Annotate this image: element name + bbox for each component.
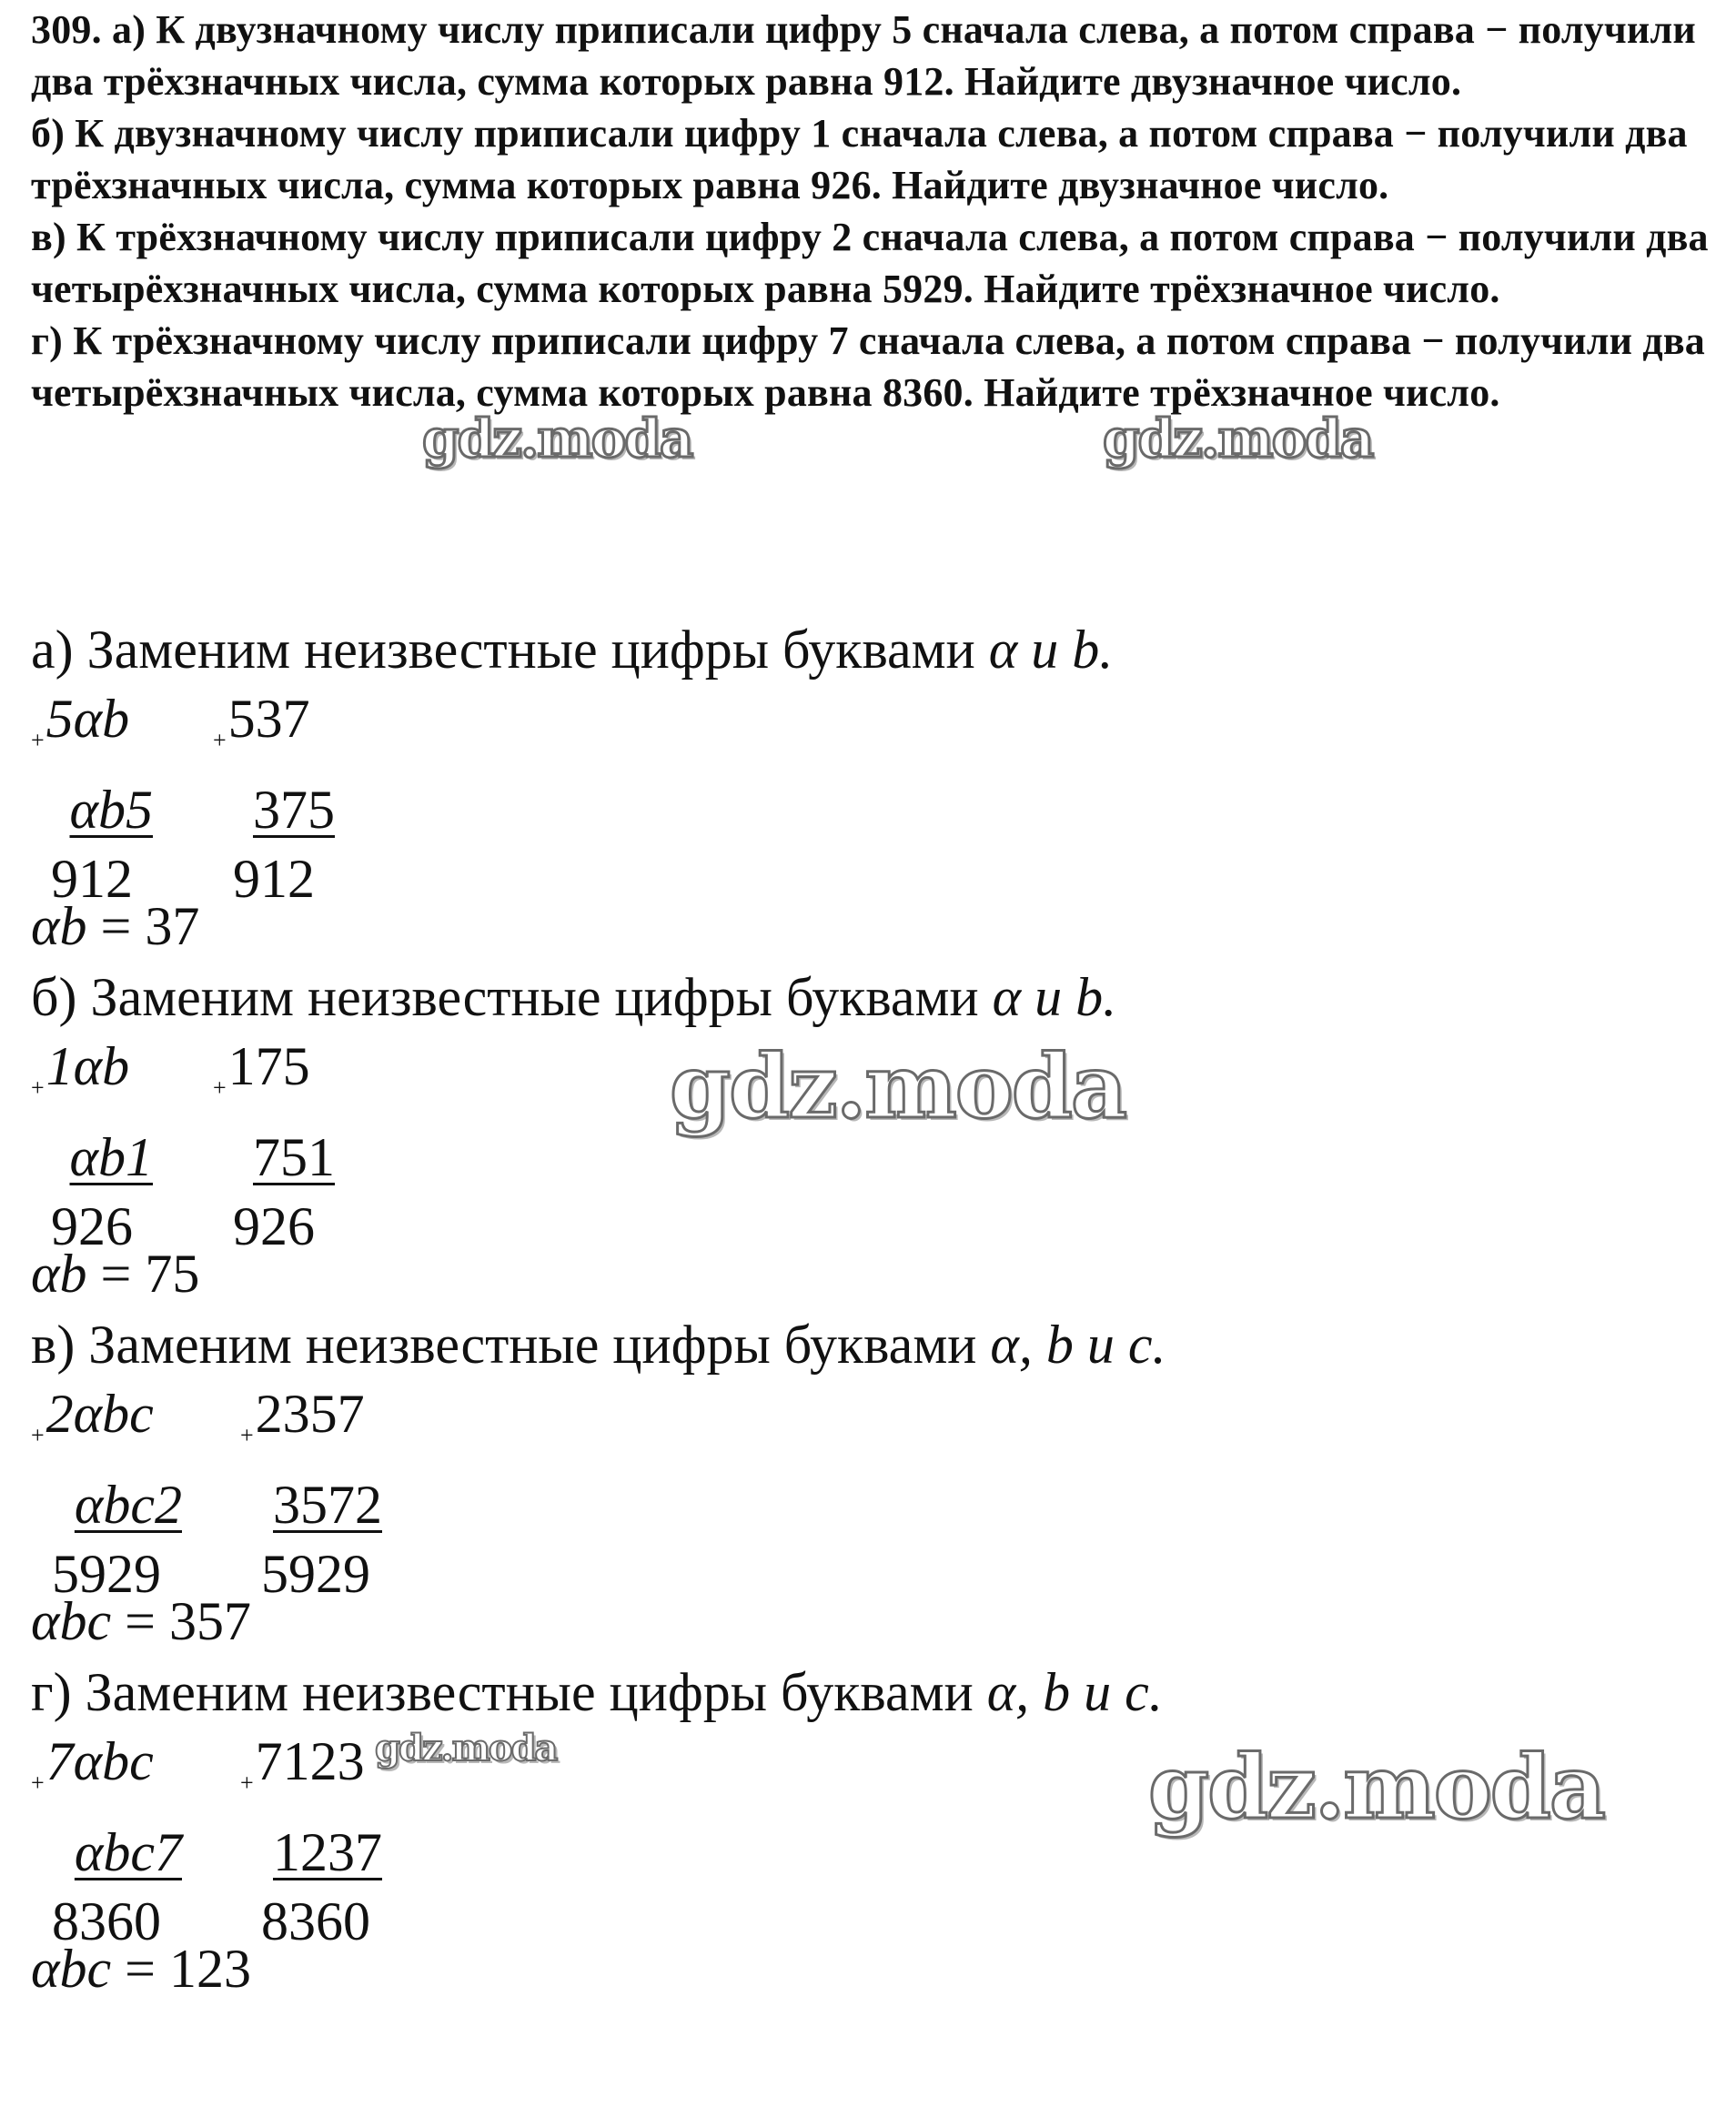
numeric-column: $_+$2357 3572 5929 xyxy=(240,1384,382,1604)
solution-d xyxy=(31,1658,1163,1727)
problem-part-b: б) К двузначному числу приписали цифру 1 сначала слева, а потом справа − получили два трёхзначных числа, сумма которых равна 926. Найдите двузначное число. xyxy=(31,111,1688,207)
solution-heading: б) Заменим неизвестные цифры буквами α и b. xyxy=(31,967,1117,1027)
watermark-logo: gdz.moda xyxy=(670,1035,1126,1138)
addition-c xyxy=(31,1379,486,1661)
numeric-column: $_+$175 751 926 xyxy=(213,1036,335,1256)
watermark-logo: gdz.moda xyxy=(375,1727,557,1769)
problem-part-c: в) К трёхзначному числу приписали цифру 2 сначала слева, а потом справа − получили два четырёхзначных числа, сумма которых равна 5929. Найдите трёхзначное число. xyxy=(31,215,1709,311)
symbolic-column: $_+$1αb αb1 926 xyxy=(31,1036,153,1256)
answer: αb = 75 xyxy=(31,1244,200,1304)
answer: αbc = 123 xyxy=(31,1939,251,1999)
watermark-logo: gdz.moda xyxy=(1103,408,1373,469)
addition-a xyxy=(31,684,486,966)
watermark-logo: gdz.moda xyxy=(422,408,692,469)
solution-c xyxy=(31,1310,1166,1379)
solution-b xyxy=(31,963,1116,1032)
problem-part-a: 309. а) К двузначному числу приписали цифру 5 сначала слева, а потом справа − получили два трёхзначных числа, сумма которых равна 912. Найдите двузначное число. xyxy=(31,7,1696,104)
watermark-logo: gdz.moda xyxy=(1148,1736,1605,1839)
symbolic-column: $_+$5αb αb5 912 xyxy=(31,689,153,909)
symbolic-column: $_+$7αbc αbc7 8360 xyxy=(31,1731,182,1951)
solution-heading: а) Заменим неизвестные цифры буквами α и b. xyxy=(31,620,1114,680)
problem-part-d: г) К трёхзначному числу приписали цифру 7 сначала слева, а потом справа − получили два четырёхзначных числа, сумма которых равна 8360. Найдите трёхзначное число. xyxy=(31,318,1705,415)
addition-b xyxy=(31,1032,486,1314)
answer: αb = 37 xyxy=(31,896,200,956)
numeric-column: $_+$537 375 912 xyxy=(213,689,335,909)
problem-statement xyxy=(31,4,1723,418)
solution-a xyxy=(31,615,1113,684)
symbolic-column: $_+$2αbc αbc2 5929 xyxy=(31,1384,182,1604)
solution-heading: в) Заменим неизвестные цифры буквами α, b и c. xyxy=(31,1315,1166,1375)
numeric-column: $_+$7123 1237 8360 xyxy=(240,1731,382,1951)
answer: αbc = 357 xyxy=(31,1591,251,1651)
solution-heading: г) Заменим неизвестные цифры буквами α, b и c. xyxy=(31,1662,1163,1722)
